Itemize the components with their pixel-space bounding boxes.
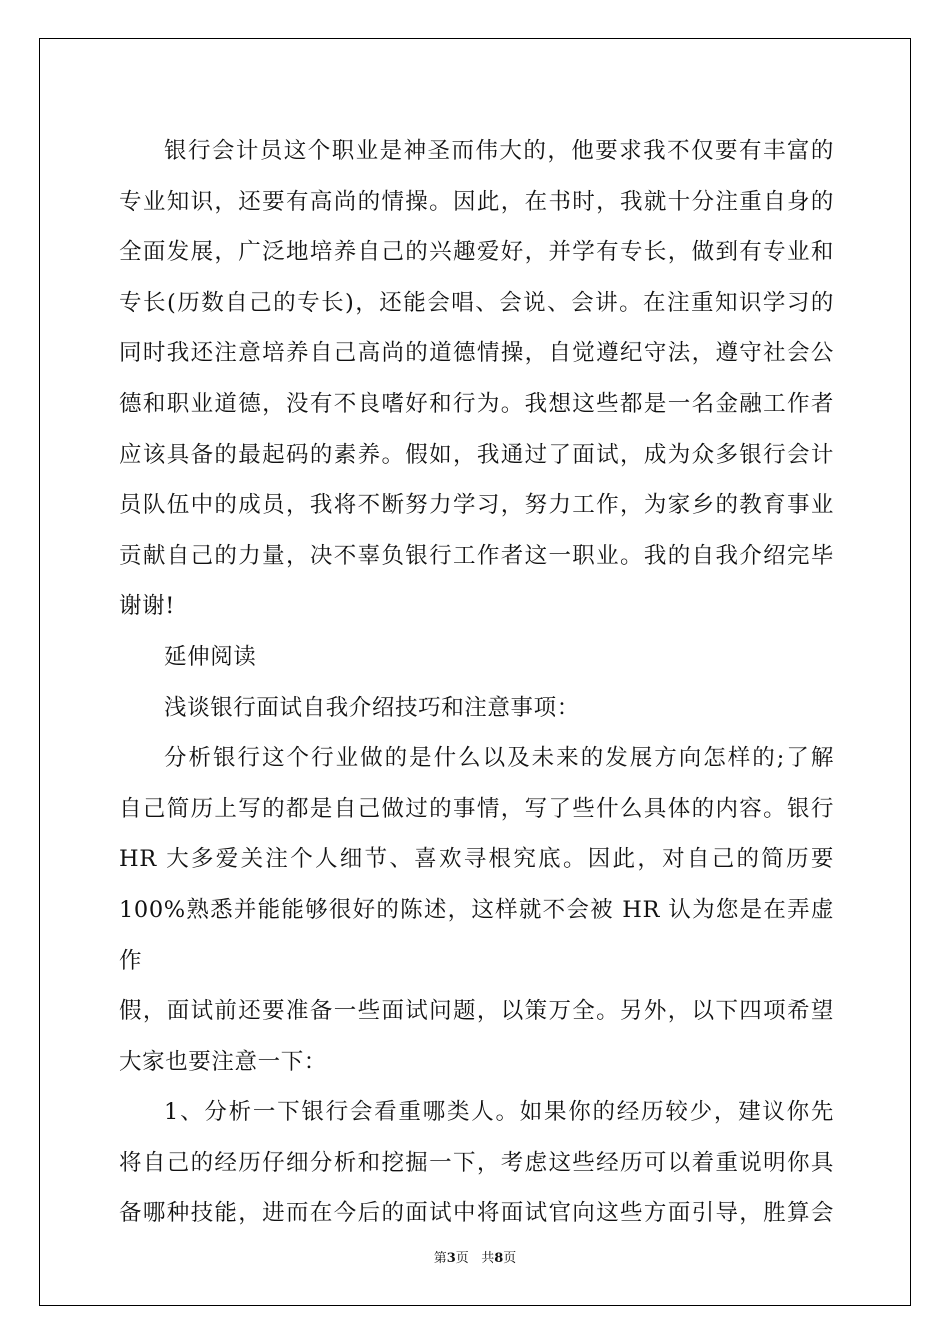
text-line: 假，面试前还要准备一些面试问题，以策万全。另外，以下四项希望 [119,998,834,1025]
document-body [119,126,834,1239]
total-page-number: 8 [494,1251,504,1266]
total-suffix: 页 [503,1251,517,1266]
text-line: 同时我还注意培养自己高尚的道德情操，自觉遵纪守法，遵守社会公 [119,340,834,367]
text-line: 1、分析一下银行会看重哪类人。如果你的经历较少，建议你先 [164,1099,834,1126]
total-prefix: 共 [481,1251,495,1266]
current-page-number: 3 [446,1251,456,1266]
text-line: 大家也要注意一下： [119,1048,327,1075]
text-line: 德和职业道德，没有不良嗜好和行为。我想这些都是一名金融工作者 [119,390,834,417]
text-line: 备哪种技能，进而在今后的面试中将面试官向这些方面引导，胜算会 [119,1200,834,1227]
text-line: 全面发展，广泛地培养自己的兴趣爱好，并学有专长，做到有专业和 [119,239,834,266]
text-line: 谢谢! [119,593,175,620]
text-line: 贡献自己的力量，决不辜负银行工作者这一职业。我的自我介绍完毕 [119,542,834,569]
text-line: 自己简历上写的都是自己做过的事情，写了些什么具体的内容。银行 [119,795,834,822]
page-prefix: 第 [433,1251,447,1266]
page-footer [0,1247,950,1266]
text-line: 浅谈银行面试自我介绍技巧和注意事项： [164,694,580,721]
text-line: 专业知识，还要有高尚的情操。因此，在书时，我就十分注重自身的 [119,188,834,215]
text-line: 专长(历数自己的专长)，还能会唱、会说、会讲。在注重知识学习的 [119,289,834,316]
text-line: 100%熟悉并能能够很好的陈述，这样就不会被 HR 认为您是在弄虚作 [119,896,834,974]
text-line: 将自己的经历仔细分析和挖掘一下，考虑这些经历可以着重说明你具 [119,1149,834,1176]
text-line: 分析银行这个行业做的是什么以及未来的发展方向怎样的;了解 [164,745,834,772]
text-line: 员队伍中的成员，我将不断努力学习，努力工作，为家乡的教育事业 [119,492,834,519]
text-line: HR 大多爱关注个人细节、喜欢寻根究底。因此，对自己的简历要 [119,846,834,873]
text-line: 延伸阅读 [164,643,257,670]
text-line: 银行会计员这个职业是神圣而伟大的，他要求我不仅要有丰富的 [164,138,834,164]
text-line: 应该具备的最起码的素养。假如，我通过了面试，成为众多银行会计 [119,441,834,468]
page-suffix: 页 [455,1251,469,1266]
